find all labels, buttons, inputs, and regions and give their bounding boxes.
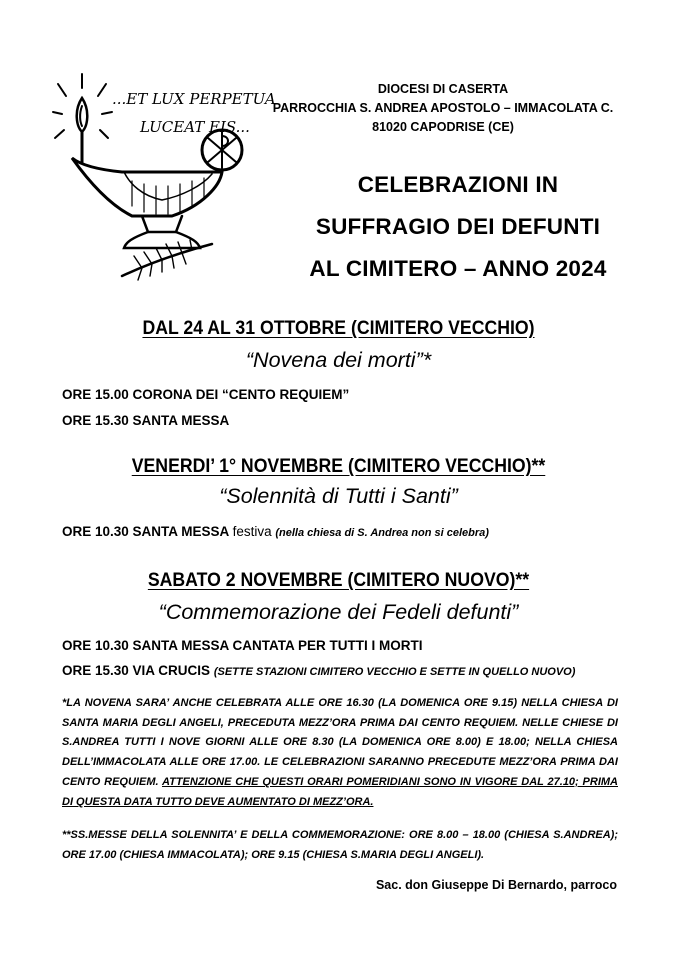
section1-heading: DAL 24 AL 31 OTTOBRE (CIMITERO VECCHIO): [142, 318, 535, 339]
footnote-masses: **SS.MESSE DELLA SOLENNITA’ E DELLA COMMEMORAZIONE: ORE 8.00 – 18.00 (CHIESA S.ANDREA); ORE 17.00 (CHIESA IMMACOLATA); ORE 9.15 (CHIESA S.MARIA DEGLI ANGELI).: [62, 829, 618, 861]
diocese-name: DIOCESI DI CASERTA: [377, 82, 509, 96]
parish-address: 81020 CAPODRISE (CE): [372, 120, 514, 134]
footnote-novena-warning: ATTENZIONE CHE QUESTI ORARI POMERIDIANI SONO IN VIGORE DAL 27.10; PRIMA DI QUESTA DATA TUTTO DEVE AUMENTATO DI MEZZ’ORA.: [62, 775, 618, 808]
section3-item: [62, 663, 575, 678]
logo-text-line1: ...ET LUX PERPETUA: [112, 90, 276, 108]
section3-item2-note: (SETTE STAZIONI CIMITERO VECCHIO E SETTE IN QUELLO NUOVO): [213, 666, 576, 678]
page-title-line3: AL CIMITERO – ANNO 2024: [309, 256, 607, 281]
oil-lamp-icon: [52, 66, 276, 306]
section2-heading: VENERDI’ 1° NOVEMBRE (CIMITERO VECCHIO)**: [131, 456, 546, 477]
section2-item-main: ORE 10.30 SANTA MESSA: [62, 524, 229, 539]
section3-heading: SABATO 2 NOVEMBRE (CIMITERO NUOVO)**: [147, 570, 530, 591]
section1-subtitle: “Novena dei morti”*: [245, 348, 432, 372]
signature: Sac. don Giuseppe Di Bernardo, parroco: [375, 878, 617, 892]
section2-item-extra: festiva: [232, 524, 272, 539]
parish-name: PARROCCHIA S. ANDREA APOSTOLO – IMMACOLATA C.: [272, 101, 614, 115]
logo-text-line2: LUCEAT EIS...: [140, 118, 250, 136]
section1-item: ORE 15.30 SANTA MESSA: [62, 413, 230, 428]
section2-item-note: (nella chiesa di S. Andrea non si celebra): [275, 527, 489, 539]
section2-subtitle: “Solennità di Tutti i Santi”: [219, 484, 458, 508]
footnote-novena: [62, 694, 618, 812]
footnote-novena-text: *LA NOVENA SARA’ ANCHE CELEBRATA ALLE ORE 16.30 (LA DOMENICA ORE 9.15) NELLA CHIESA DI SANTA MARIA DEGLI ANGELI, PRECEDUTA MEZZ’ORA PRIMA DAI CENTO REQUIEM. NELLE CHIESE DI S.ANDREA TUTTI I NOVE GIORNI ALLE ORE 8.30 (LA DOMENICA ORE 8.00) E 18.00; NELLA CHIESA DELL’IMMACOLATA ALLE ORE 17.00. LE CELEBRAZIONI SARANNO PRECEDUTE MEZZ’ORA PRIMA DAI CENTO REQUIEM.: [62, 697, 618, 788]
page-title-line2: SUFFRAGIO DEI DEFUNTI: [315, 214, 601, 239]
parish-logo: [52, 66, 276, 306]
section2-item: [62, 524, 489, 539]
section1-item: ORE 15.00 CORONA DEI “CENTO REQUIEM”: [62, 387, 350, 402]
page-title-line1: CELEBRAZIONI IN: [357, 172, 559, 197]
section3-item2-main: ORE 15.30 VIA CRUCIS: [62, 663, 211, 678]
section3-item: ORE 10.30 SANTA MESSA CANTATA PER TUTTI I MORTI: [62, 638, 423, 653]
section3-subtitle: “Commemorazione dei Fedeli defunti”: [158, 600, 519, 624]
